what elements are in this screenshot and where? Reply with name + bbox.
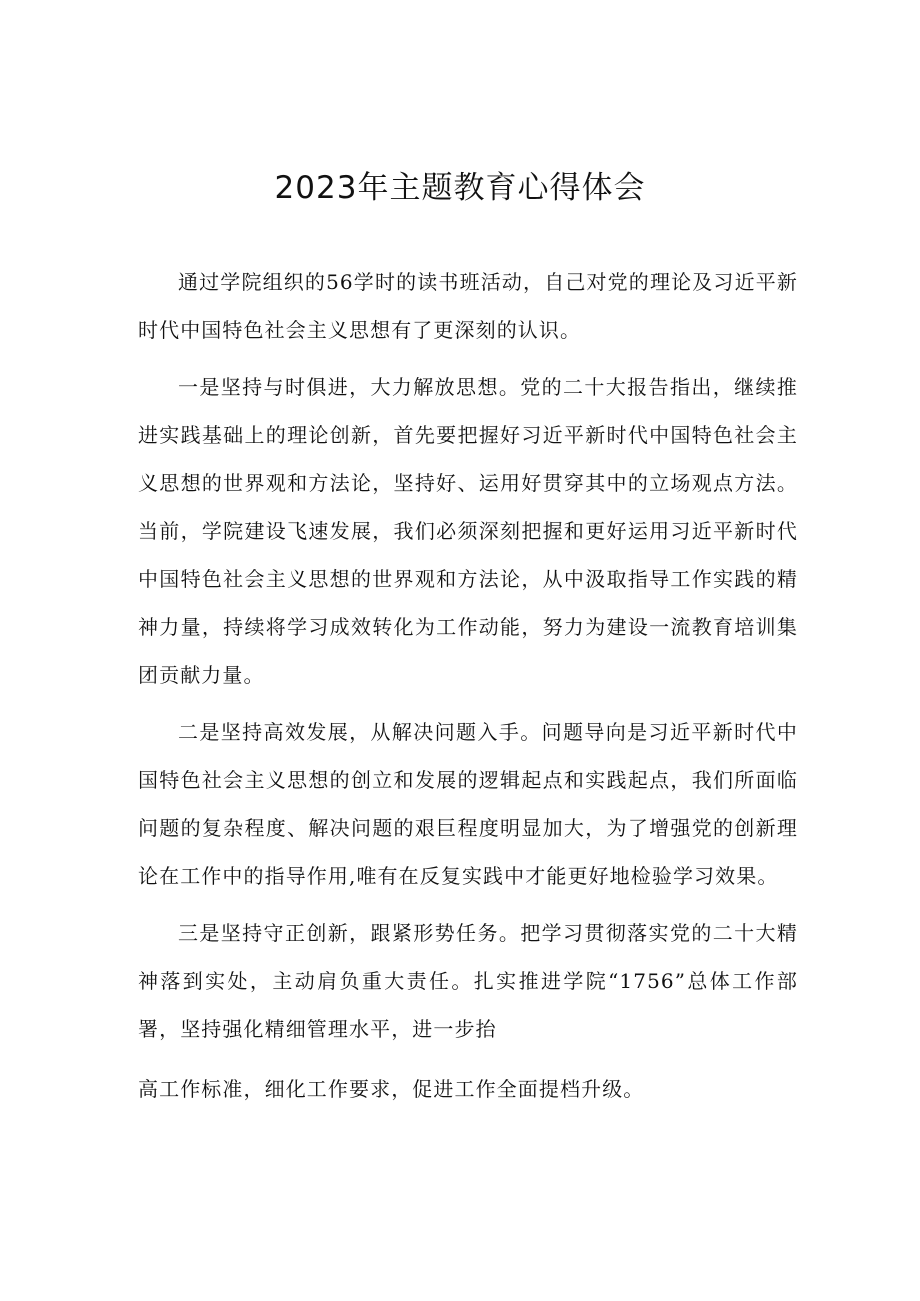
document-body (138, 258, 798, 1122)
paragraph-point-two: 二是坚持高效发展，从解决问题入手。问题导向是习近平新时代中国特色社会主义思想的创立和发展的逻辑起点和实践起点，我们所面临问题的复杂程度、解决问题的艰巨程度明显加大，为了增强党的创新理论在工作中的指导作用,唯有在反复实践中才能更好地检验学习效果。 (138, 720, 798, 888)
paragraph-intro: 通过学院组织的56学时的读书班活动，自己对党的理论及习近平新时代中国特色社会主义思想有了更深刻的认识。 (138, 270, 798, 342)
paragraph-point-three: 三是坚持守正创新，跟紧形势任务。把学习贯彻落实党的二十大精神落到实处，主动肩负重大责任。扎实推进学院“1756”总体工作部署，坚持强化精细管理水平，进一步抬 (138, 921, 798, 1041)
document-title: 2023年主题教育心得体会 (274, 170, 646, 206)
paragraph-point-three-continued: 高工作标准，细化工作要求，促进工作全面提档升级。 (138, 1077, 645, 1101)
paragraph-point-one: 一是坚持与时俱进，大力解放思想。党的二十大报告指出，继续推进实践基础上的理论创新，首先要把握好习近平新时代中国特色社会主义思想的世界观和方法论，坚持好、运用好贯穿其中的立场观点方法。当前，学院建设飞速发展，我们必须深刻把握和更好运用习近平新时代中国特色社会主义思想的世界观和方法论，从中汲取指导工作实践的精神力量，持续将学习成效转化为工作动能，努力为建设一流教育培训集团贡献力量。 (138, 375, 798, 687)
